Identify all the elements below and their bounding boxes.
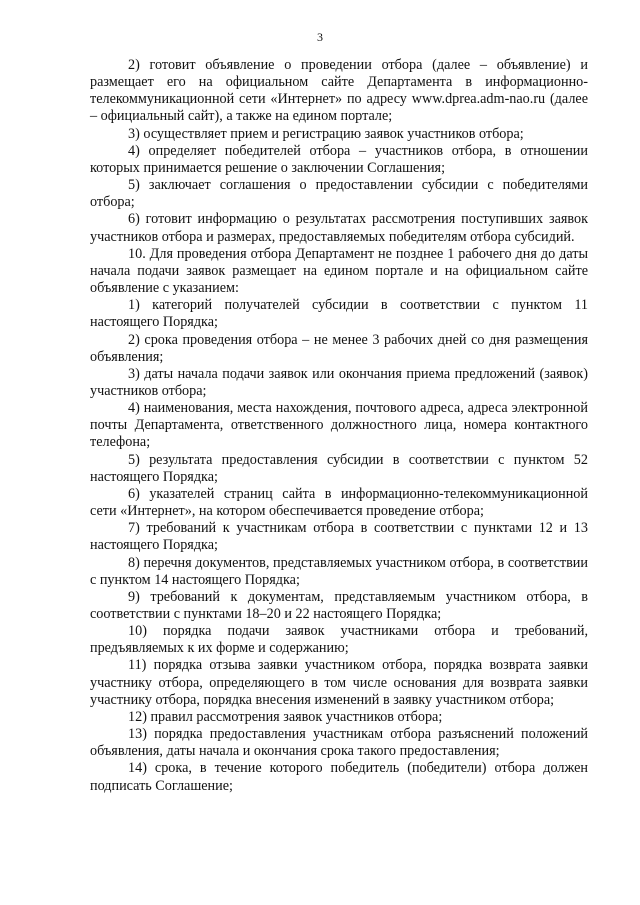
paragraph: 7) требований к участникам отбора в соответствии с пунктами 12 и 13 настоящего Порядка; — [90, 520, 588, 554]
paragraph: 10. Для проведения отбора Департамент не позднее 1 рабочего дня до даты начала подачи заявок размещает на едином портале и на официальном сайте объявление с указанием: — [90, 245, 588, 297]
paragraph: 5) результата предоставления субсидии в соответствии с пунктом 52 настоящего Порядка; — [90, 451, 588, 485]
paragraph: 9) требований к документам, представляемым участником отбора, в соответствии с пунктами 18–20 и 22 настоящего Порядка; — [90, 588, 588, 622]
paragraph: 3) даты начала подачи заявок или окончания приема предложений (заявок) участников отбора; — [90, 365, 588, 399]
paragraph: 14) срока, в течение которого победитель (победители) отбора должен подписать Соглашение; — [90, 760, 588, 794]
paragraph: 11) порядка отзыва заявки участником отбора, порядка возврата заявки участнику отбора, определяющего в том числе основания для возврата заявки участнику отбора, порядка внесения изменений в заявку участником отбора; — [90, 657, 588, 708]
paragraph: 1) категорий получателей субсидии в соответствии с пунктом 11 настоящего Порядка; — [90, 297, 588, 331]
paragraph: 2) готовит объявление о проведении отбора (далее – объявление) и размещает его на официальном сайте Департамента в информационно-телекоммуникационной сети «Интернет» по адресу www.dprea.adm-nao.ru (далее – официальный сайт), а также на едином портале; — [90, 57, 588, 125]
paragraph: 4) определяет победителей отбора – участников отбора, в отношении которых принимается решение о заключении Соглашения; — [90, 142, 588, 176]
paragraph: 2) срока проведения отбора – не менее 3 рабочих дней со дня размещения объявления; — [90, 331, 588, 365]
paragraph: 6) указателей страниц сайта в информационно-телекоммуникационной сети «Интернет», на котором обеспечивается проведение отбора; — [90, 485, 588, 520]
paragraph: 12) правил рассмотрения заявок участников отбора; — [128, 708, 443, 725]
paragraph: 3) осуществляет прием и регистрацию заявок участников отбора; — [128, 125, 524, 142]
paragraph: 4) наименования, места нахождения, почтового адреса, адреса электронной почты Департамента, ответственного должностного лица, номера контактного телефона; — [90, 400, 588, 451]
page-number: 3 — [317, 30, 323, 44]
paragraph: 8) перечня документов, представляемых участником отбора, в соответствии с пунктом 14 настоящего Порядка; — [90, 554, 588, 588]
document-body — [90, 57, 588, 795]
paragraph: 10) порядка подачи заявок участниками отбора и требований, предъявляемых к их форме и содержанию; — [90, 623, 588, 657]
paragraph: 6) готовит информацию о результатах рассмотрения поступивших заявок участников отбора и размерах, предоставляемых победителям отбора субсидий. — [90, 211, 588, 245]
paragraph: 13) порядка предоставления участникам отбора разъяснений положений объявления, даты начала и окончания срока такого предоставления; — [90, 726, 588, 760]
paragraph: 5) заключает соглашения о предоставлении субсидии с победителями отбора; — [90, 177, 588, 211]
